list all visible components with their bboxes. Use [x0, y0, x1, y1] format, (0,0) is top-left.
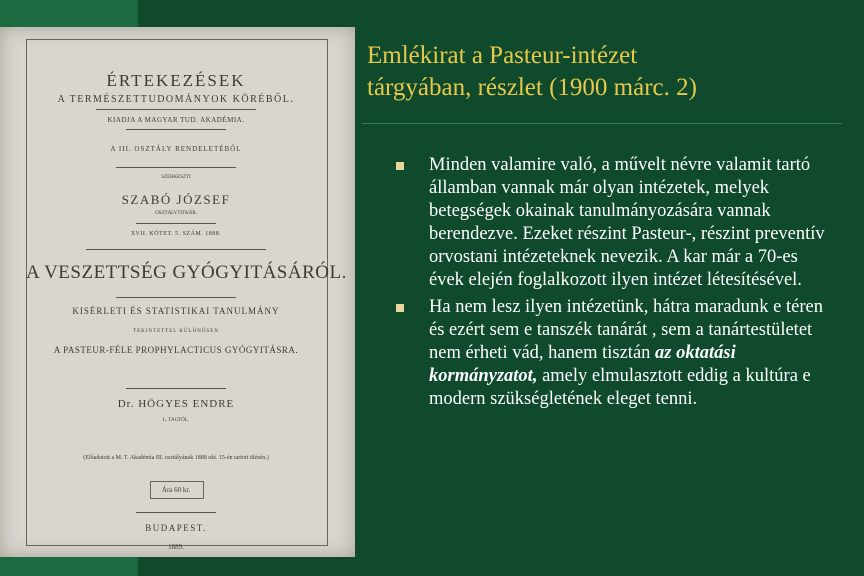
- bullet-emphasis: az oktatási kormányzatot,: [429, 343, 736, 386]
- scan-rule: [116, 297, 236, 298]
- document-scan-image: [0, 27, 355, 557]
- scan-rule: [96, 109, 256, 110]
- scan-author: Dr. HÖGYES ENDRE: [117, 398, 235, 410]
- scan-editor-label: SZERKESZTI: [161, 175, 191, 180]
- scan-volume-line: XVII. KÖTET. 5. SZÁM. 1888.: [130, 231, 222, 237]
- slide-title-line-2: tárgyában, részlet (1900 márc. 2): [367, 74, 697, 101]
- bullet-text-continued: amely elmulasztott eddig a kultúra e modern szükségletének eleget tenni.: [429, 366, 811, 409]
- title-divider: [362, 123, 842, 124]
- scan-order-line: A III. OSZTÁLY RENDELETÉBŐL: [110, 145, 242, 153]
- scan-rule: [126, 388, 226, 389]
- scan-rule: [136, 512, 216, 513]
- bullet-item: [393, 296, 833, 411]
- bullet-text: Ha nem lesz ilyen intézetünk, hátra maradunk e téren és ezért sem e tanszék tanárát , sem a tanártestületet nem érheti vád, hanem tisztán: [429, 297, 823, 363]
- scan-year: 1889.: [168, 543, 184, 551]
- bullet-list: [393, 154, 833, 415]
- scan-city: BUDAPEST.: [145, 523, 207, 533]
- slide-title: [367, 40, 837, 104]
- square-bullet-icon: [396, 304, 404, 312]
- scan-rule: [126, 129, 226, 130]
- bullet-item: [393, 154, 833, 292]
- bullet-text: Minden valamire való, a művelt névre valamit tartó államban vannak már olyan intézetek, melyek betegségek okainak tanulmányozására vannak berendezve. Ezeket részint Pasteur-, részint preventív orvostani intézeteknek nevezik. A kar már a 70-es évek elején foglalkozott ilyen intézet létesítésével.: [429, 155, 825, 290]
- scan-subtitle-3: A PASTEUR-FÉLE PROPHYLACTICUS GYÓGYITÁSRA.: [53, 345, 299, 355]
- scan-subtitle-2: TEKINTETTEL KÜLÖNÖSEN: [133, 329, 219, 334]
- scan-rule: [136, 223, 216, 224]
- scan-editor-name: SZABÓ JÓZSEF: [121, 192, 231, 207]
- scan-series-subtitle: A TERMÉSZETTUDOMÁNYOK KÖRÉBŐL.: [57, 94, 295, 105]
- scan-price: Ára 60 kr.: [161, 486, 191, 494]
- scan-publisher: KIADJA A MAGYAR TUD. AKADÉMIA.: [107, 116, 245, 124]
- scan-subtitle-1: KISÉRLETI ÉS STATISTIKAI TANULMÁNY: [72, 306, 280, 316]
- scan-rule: [116, 167, 236, 168]
- square-bullet-icon: [396, 162, 404, 170]
- scan-rule: [86, 249, 266, 250]
- scan-author-role: L. TAGTÓL.: [162, 418, 190, 423]
- slide-title-line-1: Emlékirat a Pasteur-intézet: [367, 42, 638, 69]
- scan-editor-role: OSZTÁLYTITKÁR.: [155, 211, 197, 216]
- scan-presentation-note: (Előadatott a M. T. Akadémia III. osztályának 1888 okt. 15-én tartott ülésén.): [83, 455, 269, 461]
- scan-main-title: A VESZETTSÉG GYÓGYITÁSÁRÓL.: [26, 262, 347, 283]
- scan-series-title: ÉRTEKEZÉSEK: [106, 71, 246, 90]
